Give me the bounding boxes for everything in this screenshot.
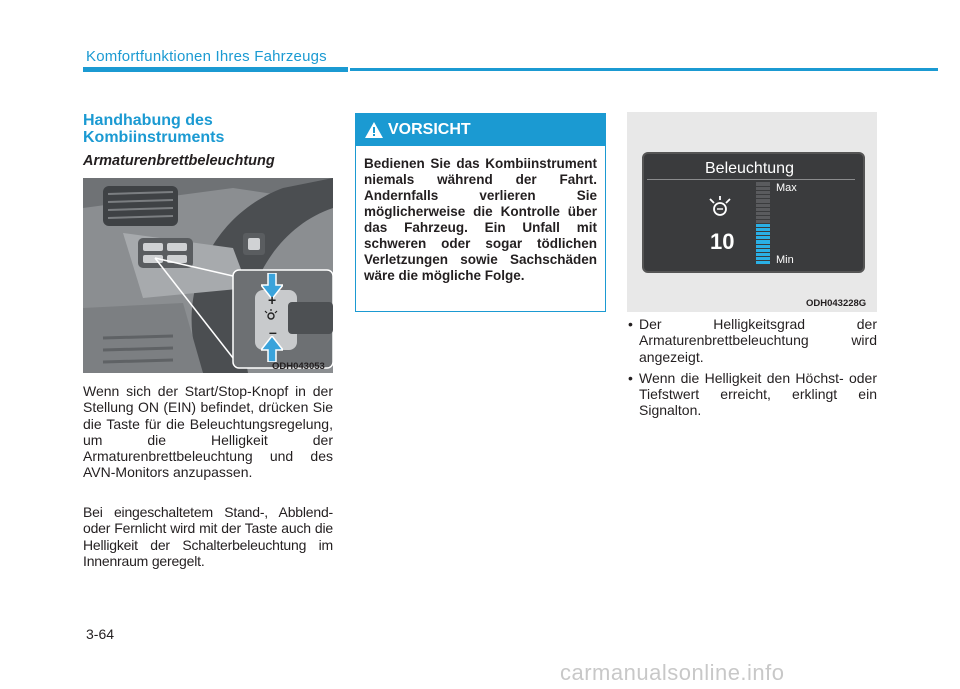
level-segment-gap	[756, 260, 770, 261]
page-number: 3-64	[86, 626, 115, 642]
caution-box	[355, 113, 606, 312]
dashboard-light-icon	[263, 309, 279, 328]
level-segment-gap	[756, 248, 770, 249]
warning-triangle-icon	[365, 122, 383, 143]
chapter-rule-thin	[350, 68, 938, 71]
max-label: Max	[776, 182, 797, 194]
level-segment-gap	[756, 227, 770, 228]
brightness-value: 10	[710, 229, 735, 254]
level-segment-gap	[756, 203, 770, 204]
level-segment-gap	[756, 235, 770, 236]
caution-header	[356, 114, 605, 146]
level-segment-gap	[756, 219, 770, 220]
display-title-rule	[647, 179, 855, 180]
level-segment-gap	[756, 256, 770, 257]
level-segment-gap	[756, 215, 770, 216]
dashboard-light-icon	[707, 196, 733, 225]
steering-wheel-illustration	[83, 178, 333, 373]
level-segment-gap	[756, 239, 770, 240]
caution-text: Bedienen Sie das Kombiinstrument niemals während der Fahrt. Andernfalls verlieren Sie möglicherweise die Kontrolle über das Fahrzeug. Ein Unfall mit schweren oder sogar tödlichen Verletzungen sowie Sachschäden wäre die mögliche Folge.	[364, 156, 597, 283]
display-title: Beleuchtung	[705, 160, 794, 177]
level-segment-gap	[756, 252, 770, 253]
level-segment-gap	[756, 207, 770, 208]
level-segment-gap	[756, 190, 770, 191]
level-segment-gap	[756, 186, 770, 187]
brightness-level-bar	[756, 182, 770, 264]
caution-title: VORSICHT	[388, 121, 471, 138]
min-label: Min	[776, 254, 794, 266]
level-segment-gap	[756, 194, 770, 195]
watermark: carmanualsonline.info	[560, 660, 785, 685]
minus-symbol: –	[269, 324, 277, 340]
body-paragraph: Bei eingeschaltetem Stand-, Abblend- oder Fernlicht wird mit der Taste auch die Helligkeit der Schalterbeleuchtung im Innenraum geregelt.	[83, 504, 333, 569]
level-segment-gap	[756, 198, 770, 199]
section-heading: Handhabung des Kombiinstruments	[83, 112, 225, 146]
chapter-title: Komfortfunktionen Ihres Fahrzeugs	[86, 48, 327, 65]
figure-code: ODH043228G	[806, 298, 867, 309]
list-item: • Der Helligkeitsgrad der Armaturenbrettbeleuchtung wird angezeigt.	[627, 316, 877, 365]
level-segment-gap	[756, 231, 770, 232]
figure-code: ODH043053	[272, 361, 325, 372]
chapter-rule-thick	[83, 67, 348, 72]
level-segment-gap	[756, 211, 770, 212]
level-segment-gap	[756, 244, 770, 245]
level-segment-gap	[756, 223, 770, 224]
plus-symbol: +	[268, 292, 277, 308]
body-paragraph: Wenn sich der Start/Stop-Knopf in der Stellung ON (EIN) befindet, drücken Sie die Taste für die Beleuchtungsregelung, um die Helligkeit der Armaturenbrettbeleuchtung und des AVN-Monitors anzupassen.	[83, 383, 333, 481]
bullet-list	[627, 316, 877, 424]
cluster-display-illustration	[627, 112, 877, 312]
list-item: • Wenn die Helligkeit den Höchst- oder Tiefstwert erreicht, erklingt ein Signalton.	[627, 370, 877, 419]
subsection-heading: Armaturenbrettbeleuchtung	[83, 153, 275, 169]
